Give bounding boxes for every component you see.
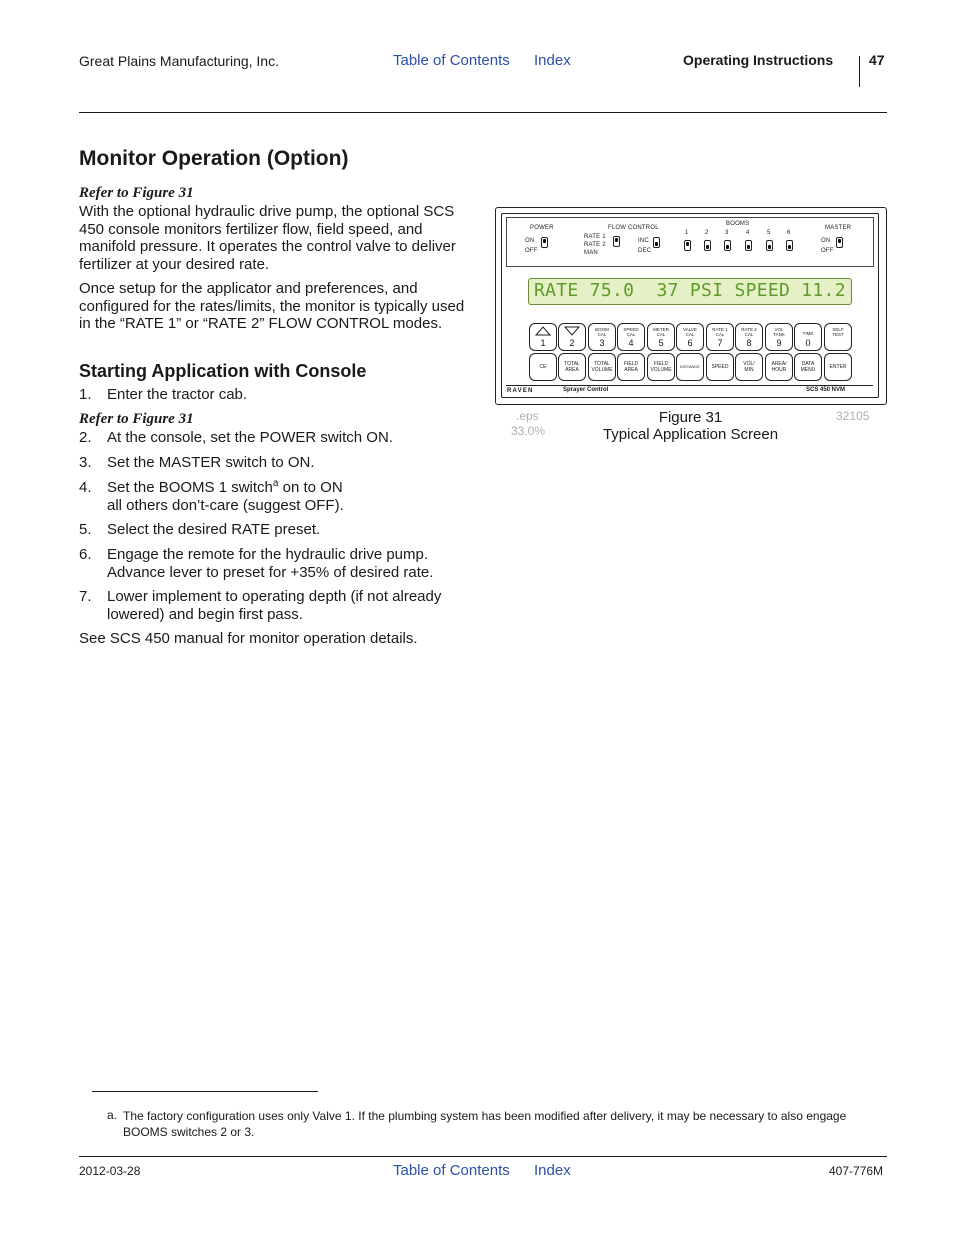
- master-switch[interactable]: [836, 237, 843, 248]
- key-data-menu[interactable]: [794, 353, 822, 381]
- step-number: 7.: [79, 588, 92, 605]
- boom-number: 3: [725, 230, 729, 236]
- key-ce[interactable]: [529, 353, 557, 381]
- key-speed-cal[interactable]: [617, 323, 645, 351]
- step-number: 5.: [79, 521, 92, 538]
- company-name: Great Plains Manufacturing, Inc.: [79, 53, 279, 69]
- page-number: 47: [869, 52, 885, 68]
- dec-label: DEC: [638, 248, 652, 254]
- step-number: 6.: [79, 546, 92, 563]
- key-number: 3: [599, 338, 605, 348]
- footer-date: 2012-03-28: [79, 1164, 141, 1178]
- footer-rule: [79, 1156, 887, 1157]
- key-rate2-cal[interactable]: [735, 323, 763, 351]
- key-label: METER CAL: [653, 327, 669, 337]
- key-1-up[interactable]: [529, 323, 557, 351]
- key-number: 9: [776, 338, 782, 348]
- footer-toc-link[interactable]: Table of Contents: [393, 1162, 510, 1179]
- model-name: SCS 450 NVM: [806, 387, 846, 393]
- inc-dec-switch[interactable]: [653, 237, 660, 248]
- key-label: RATE 1 CAL: [712, 327, 728, 337]
- key-label: SPEED: [711, 364, 729, 370]
- refer-figure-steps: Refer to Figure 31: [79, 411, 194, 427]
- key-speed[interactable]: [706, 353, 734, 381]
- key-number: 4: [628, 338, 634, 348]
- brand-name: RAVEN: [507, 388, 534, 394]
- boom-1-switch[interactable]: [684, 240, 691, 251]
- key-total-volume[interactable]: [588, 353, 616, 381]
- key-label: VALVE CAL: [683, 327, 697, 337]
- step-text: [107, 479, 479, 514]
- key-field-volume[interactable]: [647, 353, 675, 381]
- step-text: At the console, set the POWER switch ON.: [107, 429, 393, 446]
- boom-number: 6: [787, 230, 791, 236]
- key-number: 8: [746, 338, 752, 348]
- section-heading: Starting Application with Console: [79, 361, 367, 381]
- boom-3-switch[interactable]: [724, 240, 731, 251]
- step-4-text-c: all others don’t-care (suggest OFF).: [107, 496, 344, 514]
- page-title: Monitor Operation (Option): [79, 147, 349, 170]
- key-label: VOL TANK: [773, 327, 785, 337]
- key-label: FIELD AREA: [623, 361, 639, 373]
- key-vol-min[interactable]: [735, 353, 763, 381]
- header-divider: [859, 56, 860, 87]
- power-off-label: OFF: [525, 248, 538, 254]
- footnote-ref: a: [272, 478, 279, 489]
- key-label: BOOM CAL: [595, 327, 609, 337]
- console-rule: [506, 385, 873, 386]
- key-number: 0: [805, 338, 811, 348]
- step-text: Set the MASTER switch to ON.: [107, 454, 315, 471]
- boom-number: 5: [767, 230, 771, 236]
- key-number: 1: [540, 338, 546, 348]
- key-label: TOTAL AREA: [564, 361, 580, 373]
- key-label: DATA MENU: [800, 361, 816, 373]
- key-label: DISTANCE: [680, 364, 700, 369]
- down-arrow-icon: [564, 326, 580, 336]
- booms-label: BOOMS: [726, 221, 750, 227]
- key-rate1-cal[interactable]: [706, 323, 734, 351]
- step-text: Select the desired RATE preset.: [107, 521, 321, 538]
- key-field-area[interactable]: [617, 353, 645, 381]
- key-number: 2: [569, 338, 575, 348]
- boom-number: 1: [685, 230, 689, 236]
- boom-number: 2: [705, 230, 709, 236]
- step-number: 2.: [79, 429, 92, 446]
- key-meter-cal[interactable]: [647, 323, 675, 351]
- footer-index-link[interactable]: Index: [534, 1162, 571, 1179]
- master-off-label: OFF: [821, 248, 834, 254]
- step-4-text-b: on to ON: [278, 479, 343, 496]
- figure-id: 32105: [836, 409, 870, 423]
- header-toc-link[interactable]: Table of Contents: [393, 52, 510, 69]
- flow-control-switch[interactable]: [613, 236, 620, 247]
- master-label: MASTER: [825, 225, 852, 231]
- boom-6-switch[interactable]: [786, 240, 793, 251]
- key-enter[interactable]: [824, 353, 852, 381]
- key-label: SPEED CAL: [623, 327, 639, 337]
- footnote-mark: a.: [107, 1108, 118, 1122]
- boom-2-switch[interactable]: [704, 240, 711, 251]
- inc-label: INC: [638, 238, 649, 244]
- figure-number: Figure 31: [658, 409, 723, 426]
- key-label: AREA/ HOUR: [771, 361, 787, 373]
- footnote-text: The factory configuration uses only Valve 1. If the plumbing system has been modified after delivery, it may be necessary to also engage BOOMS switches 2 or 3.: [123, 1109, 847, 1139]
- key-2-down[interactable]: [558, 323, 586, 351]
- header-rule: [79, 112, 887, 113]
- figure-caption: Typical Application Screen: [602, 426, 779, 443]
- figure-eps: .eps: [516, 409, 539, 423]
- key-number: 7: [717, 338, 723, 348]
- step-number: 1.: [79, 386, 92, 403]
- power-switch[interactable]: [541, 237, 548, 248]
- step-number: 3.: [79, 454, 92, 471]
- document-number: 407-776M: [829, 1164, 884, 1178]
- key-label: SELF TEST: [832, 327, 844, 337]
- header-index-link[interactable]: Index: [534, 52, 571, 69]
- key-label: CE: [539, 364, 547, 370]
- key-valve-cal[interactable]: [676, 323, 704, 351]
- key-total-area[interactable]: [558, 353, 586, 381]
- refer-figure-intro: Refer to Figure 31: [79, 185, 194, 201]
- boom-4-switch[interactable]: [745, 240, 752, 251]
- key-label: TIME: [802, 331, 814, 336]
- key-number: 6: [687, 338, 693, 348]
- step-number: 4.: [79, 479, 92, 496]
- rate2-label: RATE 2: [584, 242, 606, 248]
- flow-control-label: FLOW CONTROL: [608, 225, 659, 231]
- intro-paragraph-2: Once setup for the applicator and preferences, and configured for the rates/limits, the monitor is typically used in the “RATE 1” or “RATE 2” FLOW CONTROL modes.: [79, 280, 465, 332]
- power-on-label: ON: [525, 238, 535, 244]
- key-label: VOL/ MIN: [743, 361, 755, 373]
- man-label: MAN: [584, 250, 598, 256]
- section-name: Operating Instructions: [683, 52, 834, 68]
- figure-scale: 33.0%: [511, 424, 546, 438]
- footnote-rule: [92, 1091, 318, 1092]
- master-on-label: ON: [821, 238, 831, 244]
- key-label: ENTER: [829, 364, 847, 370]
- key-number: 5: [658, 338, 664, 348]
- rate1-label: RATE 1: [584, 234, 606, 240]
- step-text: Lower implement to operating depth (if not already lowered) and begin first pass.: [107, 588, 442, 623]
- power-label: POWER: [530, 225, 554, 231]
- up-arrow-icon: [535, 326, 551, 336]
- key-vol-tank[interactable]: [765, 323, 793, 351]
- key-label: FIELD VOLUME: [650, 361, 672, 373]
- key-boom-cal[interactable]: [588, 323, 616, 351]
- key-time[interactable]: [794, 323, 822, 351]
- key-label: RATE 2 CAL: [741, 327, 757, 337]
- step-4-text-a: Set the BOOMS 1 switch: [107, 479, 273, 496]
- product-name: Sprayer Control: [563, 387, 609, 393]
- intro-paragraph-1: With the optional hydraulic drive pump, the optional SCS 450 console monitors fertilizer flow, field speed, and manifold pressure. It operates the control valve to deliver fertilizer at your desired rate.: [79, 203, 456, 273]
- boom-number: 4: [746, 230, 750, 236]
- lcd-readout: RATE 75.0 37 PSI SPEED 11.2: [534, 280, 846, 301]
- key-distance[interactable]: [676, 353, 704, 381]
- key-self-test[interactable]: [824, 323, 852, 351]
- step-text: Enter the tractor cab.: [107, 386, 248, 403]
- key-area-hour[interactable]: [765, 353, 793, 381]
- key-label: TOTAL VOLUME: [591, 361, 613, 373]
- step-text: Engage the remote for the hydraulic drive pump. Advance lever to preset for +35% of desired rate.: [107, 546, 434, 581]
- closing-paragraph: See SCS 450 manual for monitor operation details.: [79, 630, 418, 647]
- boom-5-switch[interactable]: [766, 240, 773, 251]
